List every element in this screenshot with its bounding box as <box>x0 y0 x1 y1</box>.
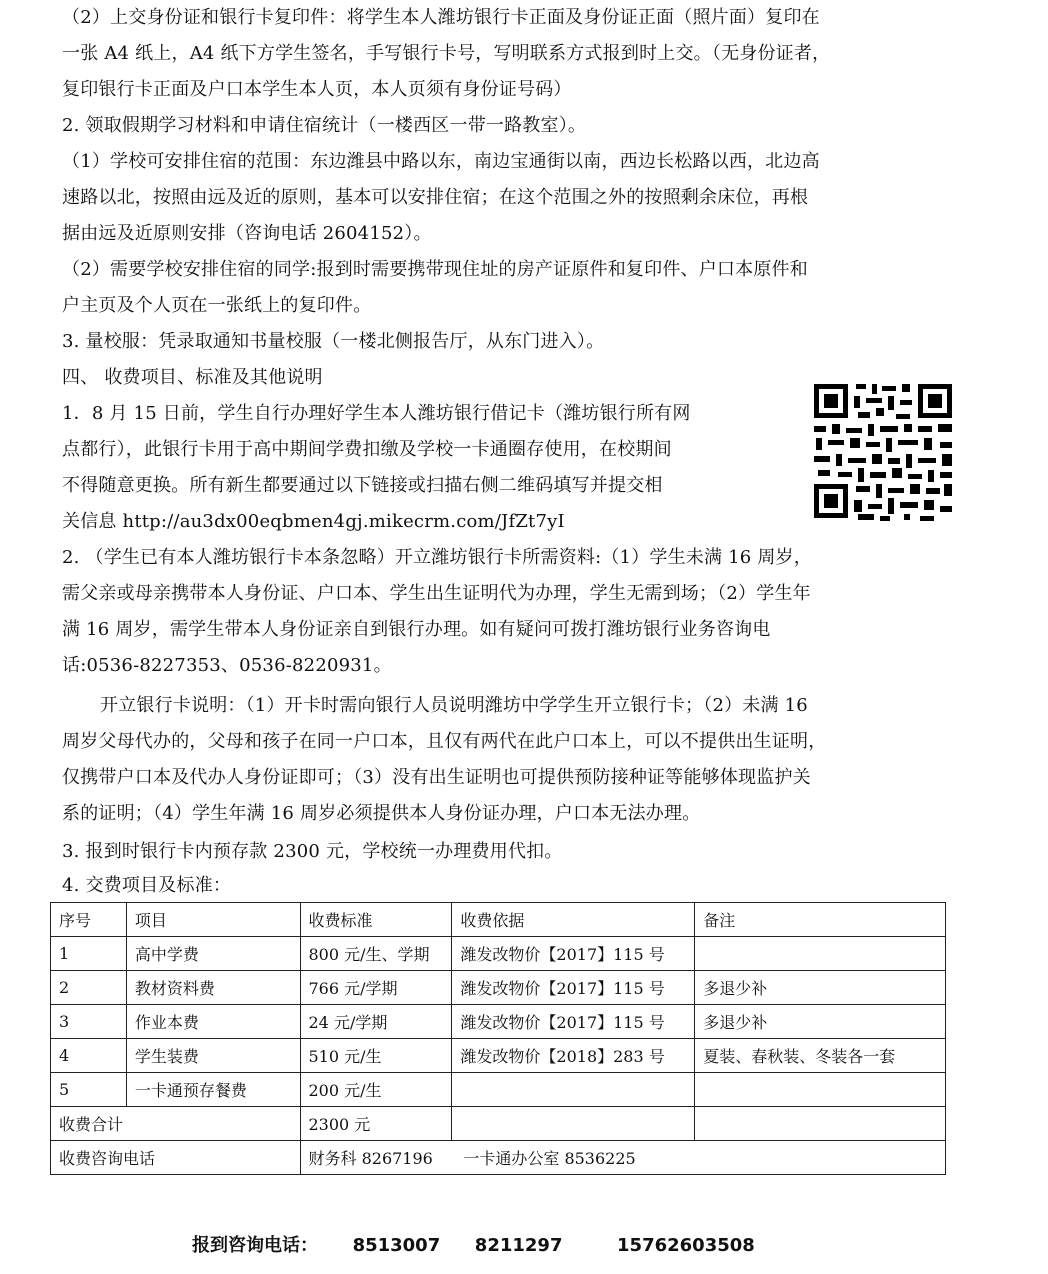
table-header-row <box>51 903 946 937</box>
table-total-row <box>51 1107 946 1141</box>
table-cell <box>695 1107 946 1141</box>
table-cell: 2 <box>51 971 127 1005</box>
table-cell: 教材资料费 <box>126 971 300 1005</box>
paragraph-line: 3. 报到时银行卡内预存款 2300 元，学校统一办理费用代扣。 <box>62 841 563 862</box>
qr-code-icon[interactable] <box>808 378 958 524</box>
paragraph-line: 速路以北，按照由远及近的原则，基本可以安排住宿；在这个范围之外的按照剩余床位，再根 <box>62 187 809 208</box>
section-heading: 2. 领取假期学习材料和申请住宿统计（一楼西区一带一路教室）。 <box>62 115 587 136</box>
total-label: 收费合计 <box>51 1107 301 1141</box>
table-cell: 一卡通预存餐费 <box>126 1073 300 1107</box>
paragraph-line: 2. （学生已有本人潍坊银行卡本条忽略）开立潍坊银行卡所需资料:（1）学生未满 16 周岁， <box>62 547 812 568</box>
table-phone-row <box>51 1141 946 1175</box>
paragraph-line: （1）学校可安排住宿的范围：东边潍县中路以东，南边宝通街以南，西边长松路以西，北边高 <box>62 151 820 172</box>
table-cell: 5 <box>51 1073 127 1107</box>
paragraph-line: 话:0536-8227353、0536-8220931。 <box>62 655 392 676</box>
fee-table <box>50 902 946 1175</box>
table-cell: 高中学费 <box>126 937 300 971</box>
table-cell: 潍发改物价【2018】283 号 <box>452 1039 695 1073</box>
table-cell: 200 元/生 <box>300 1073 452 1107</box>
table-row <box>51 1073 946 1107</box>
phone-value: 财务科 8267196 一卡通办公室 8536225 <box>300 1141 946 1175</box>
paragraph-line: 据由远及近原则安排（咨询电话 2604152）。 <box>62 223 432 244</box>
column-header: 收费标准 <box>300 903 452 937</box>
table-cell: 潍发改物价【2017】115 号 <box>452 1005 695 1039</box>
table-caption: 4. 交费项目及标准： <box>62 875 232 896</box>
table-cell: 学生装费 <box>126 1039 300 1073</box>
paragraph-line: 户主页及个人页在一张纸上的复印件。 <box>62 295 372 316</box>
table-cell: 510 元/生 <box>300 1039 452 1073</box>
paragraph-line: 周岁父母代办的，父母和孩子在同一户口本，且仅有两代在此户口本上，可以不提供出生证明， <box>62 731 827 752</box>
footer-phone: 8513007 <box>352 1235 441 1256</box>
table-cell: 夏装、春秋装、冬装各一套 <box>695 1039 946 1073</box>
paragraph-line: 一张 A4 纸上，A4 纸下方学生签名，手写银行卡号，写明联系方式报到时上交。（无身份证者， <box>62 43 831 64</box>
column-header: 项目 <box>126 903 300 937</box>
table-row <box>51 971 946 1005</box>
table-cell: 1 <box>51 937 127 971</box>
column-header: 收费依据 <box>452 903 695 937</box>
table-cell: 24 元/学期 <box>300 1005 452 1039</box>
paragraph-line: 需父亲或母亲携带本人身份证、户口本、学生出生证明代为办理，学生无需到场；（2）学生年 <box>62 583 811 604</box>
link-line[interactable]: 关信息 http://au3dx00eqbmen4gj.mikecrm.com/JfZt7yI <box>62 511 565 532</box>
table-cell: 潍发改物价【2017】115 号 <box>452 937 695 971</box>
footer-phone: 15762603508 <box>617 1235 755 1256</box>
table-row <box>51 1005 946 1039</box>
table-cell <box>452 1073 695 1107</box>
footer-contact <box>192 1230 755 1262</box>
column-header: 序号 <box>51 903 127 937</box>
table-cell <box>695 1073 946 1107</box>
table-row <box>51 937 946 971</box>
table-cell <box>695 937 946 971</box>
paragraph-line: （2）需要学校安排住宿的同学:报到时需要携带现住址的房产证原件和复印件、户口本原件和 <box>62 259 808 280</box>
paragraph-line: 不得随意更换。所有新生都要通过以下链接或扫描右侧二维码填写并提交相 <box>62 475 663 496</box>
table-cell: 潍发改物价【2017】115 号 <box>452 971 695 1005</box>
column-header: 备注 <box>695 903 946 937</box>
paragraph-line: 1．8 月 15 日前，学生自行办理好学生本人潍坊银行借记卡（潍坊银行所有网 <box>62 403 691 424</box>
footer-phone: 8211297 <box>474 1235 563 1256</box>
paragraph-line: 系的证明；（4）学生年满 16 周岁必须提供本人身份证办理，户口本无法办理。 <box>62 803 701 824</box>
phone-label: 收费咨询电话 <box>51 1141 301 1175</box>
table-cell: 800 元/生、学期 <box>300 937 452 971</box>
table-cell: 4 <box>51 1039 127 1073</box>
paragraph-line: 仅携带户口本及代办人身份证即可；（3）没有出生证明也可提供预防接种证等能够体现监护关 <box>62 767 811 788</box>
table-cell: 多退少补 <box>695 971 946 1005</box>
paragraph-line: 复印银行卡正面及户口本学生本人页，本人页须有身份证号码） <box>62 79 572 100</box>
section-heading: 3. 量校服：凭录取通知书量校服（一楼北侧报告厅，从东门进入）。 <box>62 331 605 352</box>
table-cell: 3 <box>51 1005 127 1039</box>
total-value: 2300 元 <box>300 1107 452 1141</box>
footer-label: 报到咨询电话： <box>192 1235 318 1256</box>
table-cell: 多退少补 <box>695 1005 946 1039</box>
paragraph-line: （2）上交身份证和银行卡复印件：将学生本人潍坊银行卡正面及身份证正面（照片面）复印在 <box>62 7 820 28</box>
table-cell: 766 元/学期 <box>300 971 452 1005</box>
table-cell: 作业本费 <box>126 1005 300 1039</box>
table-row <box>51 1039 946 1073</box>
paragraph-line: 开立银行卡说明：（1）开卡时需向银行人员说明潍坊中学学生开立银行卡；（2）未满 16 <box>100 695 808 716</box>
paragraph-line: 满 16 周岁，需学生带本人身份证亲自到银行办理。如有疑问可拨打潍坊银行业务咨询电 <box>62 619 771 640</box>
paragraph-line: 点都行），此银行卡用于高中期间学费扣缴及学校一卡通圈存使用，在校期间 <box>62 439 672 460</box>
table-cell <box>452 1107 695 1141</box>
section-heading: 四、 收费项目、标准及其他说明 <box>62 367 323 388</box>
